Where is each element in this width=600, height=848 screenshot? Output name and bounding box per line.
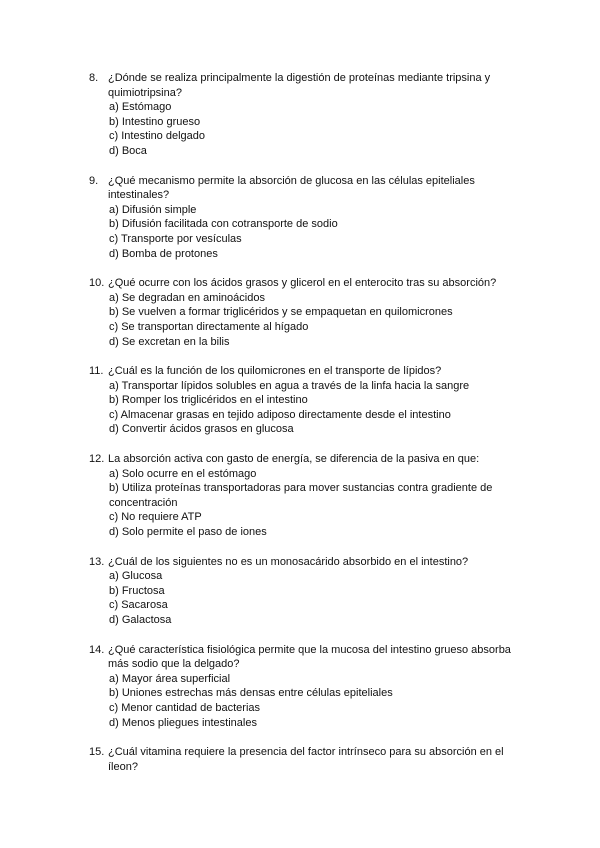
option-c: c) Se transportan directamente al hígado	[109, 320, 309, 333]
question-text: ¿Cuál es la función de los quilomicrones en el transporte de lípidos?	[108, 365, 442, 378]
option-c: c) No requiere ATP	[109, 511, 202, 524]
option-a: a) Se degradan en aminoácidos	[109, 291, 265, 304]
options-list	[89, 203, 525, 261]
option-c: c) Transporte por vesículas	[109, 232, 242, 245]
option-d: d) Menos pliegues intestinales	[109, 716, 257, 729]
question-11	[89, 364, 525, 437]
question-text: ¿Dónde se realiza principalmente la digestión de proteínas mediante tripsina y quimiotripsina?	[108, 72, 491, 99]
option-d: d) Galactosa	[109, 614, 172, 626]
option-d: d) Se excretan en la bilis	[109, 335, 230, 348]
option-a: a) Mayor área superficial	[109, 672, 231, 685]
option-b: b) Se vuelven a formar triglicéridos y se empaquetan en quilomicrones	[109, 306, 453, 319]
question-8	[89, 71, 525, 159]
option-a: a) Estómago	[109, 101, 172, 114]
option-c: c) Menor cantidad de bacterias	[109, 701, 261, 714]
option-d: d) Boca	[109, 144, 147, 157]
question-14	[89, 643, 525, 731]
question-number: 8.	[89, 72, 99, 84]
option-d: d) Convertir ácidos grasos en glucosa	[109, 423, 294, 436]
question-text: ¿Qué mecanismo permite la absorción de glucosa en las células epiteliales intestinales?	[108, 174, 475, 202]
options-list	[89, 569, 525, 627]
question-number: 14.	[89, 643, 105, 656]
options-list	[89, 467, 525, 540]
question-number: 9.	[89, 174, 99, 187]
question-number: 11.	[89, 365, 104, 378]
option-a: a) Transportar lípidos solubles en agua a través de la linfa hacia la sangre	[109, 379, 470, 392]
option-a: a) Glucosa	[109, 570, 163, 583]
question-number: 10.	[89, 277, 105, 290]
question-13	[89, 555, 525, 628]
option-b: b) Fructosa	[109, 584, 165, 597]
question-text: ¿Qué característica fisiológica permite que la mucosa del intestino grueso absorba más sodio que la delgado?	[108, 643, 511, 671]
question-number: 13.	[89, 555, 105, 568]
question-text: ¿Cuál vitamina requiere la presencia del factor intrínseco para su absorción en el íleon?	[108, 746, 504, 773]
option-c: c) Sacarosa	[109, 599, 168, 612]
options-list	[89, 672, 525, 730]
question-9	[89, 174, 525, 262]
question-text: ¿Qué ocurre con los ácidos grasos y glicerol en el enterocito tras su absorción?	[108, 277, 497, 290]
option-c: c) Almacenar grasas en tejido adiposo directamente desde el intestino	[109, 408, 451, 421]
option-a: a) Solo ocurre en el estómago	[109, 467, 257, 480]
option-d: d) Solo permite el paso de iones	[109, 526, 267, 539]
question-text: La absorción activa con gasto de energía, se diferencia de la pasiva en que:	[108, 453, 480, 466]
option-b: b) Romper los triglicéridos en el intestino	[109, 394, 308, 407]
question-12	[89, 452, 525, 540]
option-b: b) Difusión facilitada con cotransporte de sodio	[109, 218, 338, 231]
question-number: 15.	[89, 746, 105, 759]
question-10	[89, 276, 525, 349]
options-list	[89, 100, 525, 158]
options-list	[89, 291, 525, 349]
option-b: b) Uniones estrechas más densas entre células epiteliales	[109, 687, 393, 700]
question-text: ¿Cuál de los siguientes no es un monosacárido absorbido en el intestino?	[108, 555, 469, 568]
quiz-page	[89, 71, 525, 789]
option-d: d) Bomba de protones	[109, 247, 218, 260]
option-a: a) Difusión simple	[109, 203, 197, 216]
option-c: c) Intestino delgado	[109, 130, 206, 143]
question-number: 12.	[89, 453, 105, 466]
options-list	[89, 379, 525, 437]
option-b: b) Intestino grueso	[109, 115, 201, 128]
question-15	[89, 745, 525, 774]
option-b: b) Utiliza proteínas transportadoras para mover sustancias contra gradiente de concentración	[109, 482, 493, 509]
